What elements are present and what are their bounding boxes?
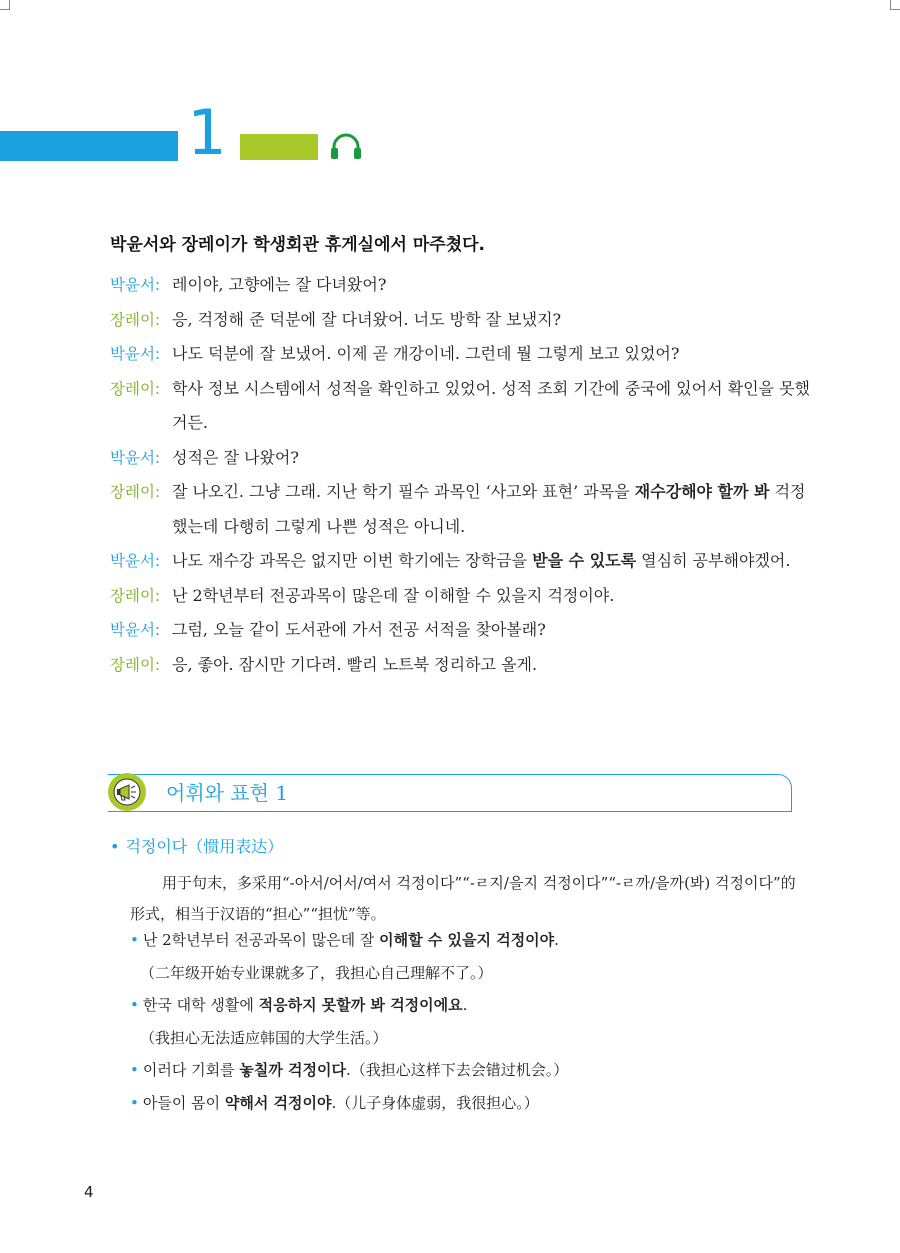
utterance bbox=[172, 441, 810, 476]
speaker-name: 장레이: bbox=[110, 586, 161, 605]
lesson-number: 1 bbox=[187, 96, 227, 169]
utterance bbox=[172, 613, 810, 648]
example-bullet: • bbox=[130, 1061, 139, 1079]
utterance bbox=[172, 579, 810, 614]
vocab-explanation: 用于句末，多采用“-아서/어서/여서 걱정이다”“-ㄹ지/을지 걱정이다”“-ㄹ까/을까(봐) 걱정이다”的形式，相当于汉语的“担心”“担忧”等。 bbox=[130, 874, 796, 923]
text-segment: 성적은 잘 나왔어? bbox=[172, 447, 299, 467]
headphone-icon[interactable] bbox=[328, 132, 364, 160]
scene-description: 박윤서와 장레이가 학생회관 휴게실에서 마주쳤다. bbox=[110, 235, 485, 255]
example-sentence bbox=[130, 924, 800, 957]
example-bullet: • bbox=[130, 996, 139, 1014]
speaker-name: 장레이: bbox=[110, 655, 161, 674]
text-segment: 응, 걱정해 준 덕분에 잘 다녀왔어. 너도 방학 잘 보냈지? bbox=[172, 309, 562, 329]
dialogue-line bbox=[110, 303, 810, 338]
lesson-header-bar-right bbox=[240, 134, 318, 160]
text-segment: 응, 좋아. 잠시만 기다려. 빨리 노트북 정리하고 올게. bbox=[172, 654, 538, 674]
speaker-name: 장레이: bbox=[110, 483, 161, 501]
utterance bbox=[172, 648, 810, 683]
dialogue-line bbox=[110, 475, 810, 544]
dialogue-line bbox=[110, 337, 810, 372]
example-bullet: • bbox=[130, 1093, 139, 1112]
speaker-name: 장레이: bbox=[110, 379, 161, 398]
crop-mark-top-right bbox=[890, 0, 900, 10]
text-segment: .（我担心这样下去会错过机会。） bbox=[346, 1061, 569, 1079]
emphasized-expression: 이해할 수 있을지 걱정이야 bbox=[379, 931, 555, 949]
dialogue bbox=[110, 268, 810, 682]
text-segment: 잘 나오긴. 그냥 그래. 지난 학기 필수 과목인 ‘사고와 표현’ 과목을 bbox=[172, 482, 635, 501]
utterance bbox=[172, 544, 810, 579]
dialogue-line bbox=[110, 544, 810, 579]
lesson-header-bar-left bbox=[0, 131, 178, 161]
entry-bullet: • bbox=[110, 837, 120, 856]
utterance bbox=[172, 372, 810, 441]
page-number: 4 bbox=[84, 1183, 94, 1201]
vocab-entry-head bbox=[110, 834, 283, 857]
utterance bbox=[172, 268, 810, 303]
text-segment: （我担心无法适应韩国的大学生活。） bbox=[140, 1028, 388, 1047]
text-segment: 아들이 몸이 bbox=[142, 1093, 225, 1112]
utterance bbox=[172, 303, 810, 338]
dialogue-line bbox=[110, 613, 810, 648]
example-sentence bbox=[130, 1054, 800, 1087]
text-segment: 학사 정보 시스템에서 성적을 확인하고 있었어. 성적 조회 기간에 중국에 있어서 확인을 못했거든. bbox=[172, 378, 810, 432]
text-segment: .（儿子身体虚弱，我很担心。） bbox=[331, 1093, 539, 1112]
entry-title: 걱정이다（惯用表达） bbox=[125, 837, 284, 856]
emphasized-expression: 놓칠까 걱정이다 bbox=[239, 1061, 346, 1079]
example-bullet: • bbox=[130, 931, 139, 949]
text-segment: 이러다 기회를 bbox=[142, 1061, 240, 1079]
example-sentence bbox=[130, 989, 800, 1022]
megaphone-icon bbox=[108, 773, 146, 811]
dialogue-line bbox=[110, 372, 810, 441]
dialogue-line bbox=[110, 579, 810, 614]
speaker-name: 박윤서: bbox=[110, 621, 161, 639]
speaker-name: 장레이: bbox=[110, 310, 161, 329]
text-segment: （二年级开始专业课就多了，我担心自己理解不了。） bbox=[140, 963, 493, 982]
vocab-section-title: 어휘와 표현 1 bbox=[166, 781, 289, 805]
text-segment: 나도 재수강 과목은 없지만 이번 학기에는 장학금을 bbox=[172, 551, 533, 570]
speaker-name: 박윤서: bbox=[110, 276, 161, 294]
speaker-name: 박윤서: bbox=[110, 345, 161, 363]
text-segment: 한국 대학 생활에 bbox=[142, 996, 259, 1014]
emphasized-expression: 재수강해야 할까 봐 bbox=[634, 482, 770, 501]
vocab-examples bbox=[130, 924, 800, 1119]
example-translation bbox=[130, 1022, 800, 1055]
dialogue-line bbox=[110, 648, 810, 683]
dialogue-line bbox=[110, 268, 810, 303]
utterance bbox=[172, 337, 810, 372]
text-segment: 그럼, 오늘 같이 도서관에 가서 전공 서적을 찾아볼래? bbox=[172, 620, 546, 639]
speaker-name: 박윤서: bbox=[110, 552, 161, 570]
speaker-name: 박윤서: bbox=[110, 448, 161, 467]
text-segment: 난 2학년부터 전공과목이 많은데 잘 bbox=[142, 931, 380, 949]
text-segment: 걱정했는데 다행히 그렇게 나쁜 성적은 아니네. bbox=[172, 482, 806, 536]
emphasized-expression: 약해서 걱정이야 bbox=[224, 1093, 332, 1112]
example-sentence bbox=[130, 1087, 800, 1120]
text-segment: 나도 덕분에 잘 보냈어. 이제 곧 개강이네. 그런데 뭘 그렇게 보고 있었어? bbox=[172, 344, 680, 363]
text-segment: . bbox=[462, 996, 468, 1014]
utterance bbox=[172, 475, 810, 544]
text-segment: 열심히 공부해야겠어. bbox=[636, 551, 791, 570]
crop-mark-top-left bbox=[0, 0, 10, 10]
text-segment: . bbox=[554, 931, 559, 949]
text-segment: 난 2학년부터 전공과목이 많은데 잘 이해할 수 있을지 걱정이야. bbox=[172, 585, 615, 605]
emphasized-expression: 적응하지 못할까 봐 걱정이에요 bbox=[258, 996, 463, 1014]
dialogue-line bbox=[110, 441, 810, 476]
emphasized-expression: 받을 수 있도록 bbox=[532, 551, 637, 570]
text-segment: 레이야, 고향에는 잘 다녀왔어? bbox=[172, 275, 387, 294]
example-translation bbox=[130, 957, 800, 990]
